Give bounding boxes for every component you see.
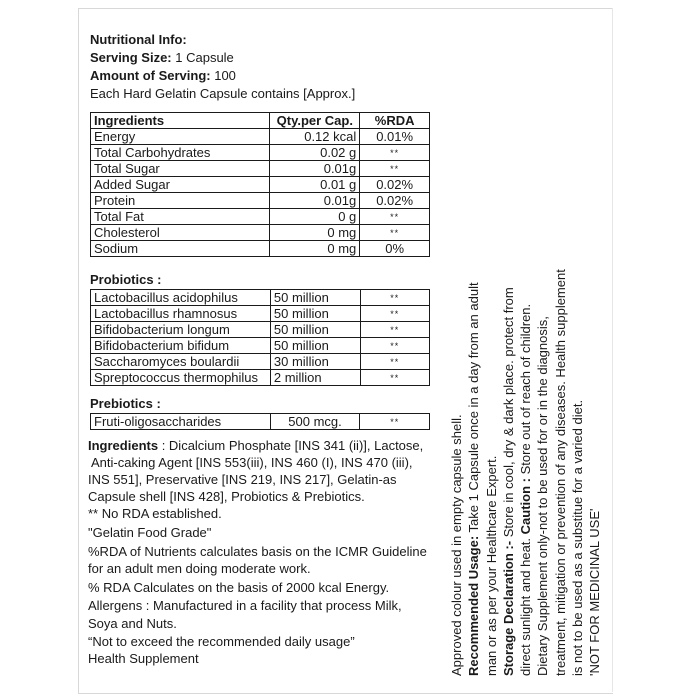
row-qty: 50 million bbox=[270, 338, 360, 354]
row-qty: 0 mg bbox=[270, 225, 360, 241]
row-rda: 0.02% bbox=[360, 177, 430, 193]
row-rda: 0.01% bbox=[360, 129, 430, 145]
row-name: Fruti-oligosaccharides bbox=[91, 414, 271, 430]
col-qty: Qty.per Cap. bbox=[270, 113, 360, 129]
ingredients-text: : Dicalcium Phosphate [INS 341 (ii)], Lactose, bbox=[158, 438, 424, 453]
nutrition-table-header bbox=[91, 113, 430, 129]
amount-label: Amount of Serving: bbox=[90, 68, 211, 83]
serving-size-label: Serving Size: bbox=[90, 50, 172, 65]
row-name: Total Fat bbox=[91, 209, 270, 225]
table-row bbox=[91, 177, 430, 193]
amount-of-serving bbox=[90, 67, 236, 84]
row-rda: ** bbox=[360, 290, 429, 306]
table-row bbox=[91, 209, 430, 225]
probiotics-title: Probiotics : bbox=[90, 272, 162, 287]
row-rda: ** bbox=[360, 414, 430, 430]
note-line: Health Supplement bbox=[88, 651, 199, 666]
row-rda: ** bbox=[360, 354, 429, 370]
row-qty: 0.01g bbox=[270, 161, 360, 177]
row-name: Energy bbox=[91, 129, 270, 145]
row-rda: 0% bbox=[360, 241, 430, 257]
ingredients-label: Ingredients bbox=[88, 438, 159, 453]
note-line: “Not to exceed the recommended daily usage” bbox=[88, 634, 355, 649]
usage-label: Recommended Usage: bbox=[466, 535, 482, 676]
row-qty: 50 million bbox=[270, 306, 360, 322]
row-name: Total Carbohydrates bbox=[91, 145, 270, 161]
row-rda: ** bbox=[360, 370, 429, 386]
side-line: Dietary Supplement only-not to be used for or in the diagnosis, bbox=[535, 316, 551, 676]
row-qty: 50 million bbox=[270, 290, 360, 306]
probiotics-table bbox=[90, 289, 430, 386]
side-line: 'NOT FOR MEDICINAL USE' bbox=[587, 508, 603, 676]
prebiotics-title: Prebiotics : bbox=[90, 396, 161, 411]
ingredients-paragraph bbox=[88, 437, 448, 667]
side-text: direct sunlight and heat. bbox=[518, 534, 534, 676]
storage-text: Store in cool, dry & dark place. protect from bbox=[500, 287, 516, 541]
ingredients-line bbox=[88, 437, 448, 454]
row-name: Saccharomyces boulardii bbox=[91, 354, 271, 370]
table-row bbox=[91, 193, 430, 209]
table-row bbox=[91, 241, 430, 257]
table-row bbox=[91, 129, 430, 145]
row-qty: 0.02 g bbox=[270, 145, 360, 161]
row-qty: 0.12 kcal bbox=[270, 129, 360, 145]
row-name: Total Sugar bbox=[91, 161, 270, 177]
row-qty: 30 million bbox=[270, 354, 360, 370]
row-qty: 0 mg bbox=[270, 241, 360, 257]
row-name: Cholesterol bbox=[91, 225, 270, 241]
serving-size-value: 1 Capsule bbox=[171, 50, 234, 65]
table-row bbox=[91, 370, 430, 386]
row-rda: ** bbox=[360, 338, 429, 354]
note-line: for an adult men doing moderate work. bbox=[88, 561, 311, 576]
side-line: Approved colour used in empty capsule shell. bbox=[449, 414, 464, 676]
capsule-contains: Each Hard Gelatin Capsule contains [Approx.] bbox=[90, 86, 356, 101]
usage-text: Take 1 Capsule once in a day from an adult bbox=[466, 282, 482, 536]
table-row bbox=[91, 338, 430, 354]
row-rda: ** bbox=[360, 225, 430, 241]
row-qty: 0 g bbox=[270, 209, 360, 225]
ingredients-line: Capsule shell [INS 428], Probiotics & Prebiotics. bbox=[88, 489, 365, 504]
row-rda: ** bbox=[360, 306, 429, 322]
row-name: Added Sugar bbox=[91, 177, 270, 193]
caution-label: Caution : bbox=[518, 478, 534, 535]
row-name: Lactobacillus acidophilus bbox=[91, 290, 271, 306]
row-rda: ** bbox=[360, 209, 430, 225]
note-line: "Gelatin Food Grade" bbox=[88, 525, 212, 540]
table-row bbox=[91, 354, 430, 370]
storage-label: Storage Declaration :- bbox=[500, 540, 516, 676]
prebiotics-table bbox=[90, 413, 430, 430]
row-qty: 50 million bbox=[270, 322, 360, 338]
nutrition-table bbox=[90, 112, 430, 257]
row-rda: 0.02% bbox=[360, 193, 430, 209]
row-qty: 0.01 g bbox=[270, 177, 360, 193]
side-line: is not to be used as a substitue for a varied diet. bbox=[570, 399, 586, 676]
row-rda: ** bbox=[360, 161, 430, 177]
side-line: man or as per your Healthcare Expert. bbox=[483, 455, 499, 676]
row-name: Spreptococcus thermophilus bbox=[91, 370, 271, 386]
ingredients-line: Anti-caking Agent [INS 553(iii), INS 460 (I), INS 470 (iii), bbox=[91, 455, 413, 470]
row-qty: 500 mcg. bbox=[270, 414, 360, 430]
label-frame-edge bbox=[612, 8, 613, 692]
row-name: Sodium bbox=[91, 241, 270, 257]
table-row bbox=[91, 161, 430, 177]
row-name: Protein bbox=[91, 193, 270, 209]
table-row bbox=[91, 322, 430, 338]
row-rda: ** bbox=[360, 322, 429, 338]
col-ingredients: Ingredients bbox=[91, 113, 270, 129]
col-rda: %RDA bbox=[360, 113, 430, 129]
note-line: % RDA Calculates on the basis of 2000 kcal Energy. bbox=[88, 580, 390, 595]
side-line bbox=[517, 246, 534, 676]
side-text: Store out of reach of children. bbox=[518, 303, 534, 479]
row-qty: 2 million bbox=[270, 370, 360, 386]
side-line bbox=[500, 246, 517, 676]
ingredients-line: INS 551], Preservative [INS 219, INS 217], Gelatin-as bbox=[88, 472, 397, 487]
table-row bbox=[91, 306, 430, 322]
table-row bbox=[91, 145, 430, 161]
row-name: Bifidobacterium bifidum bbox=[91, 338, 271, 354]
row-name: Lactobacillus rhamnosus bbox=[91, 306, 271, 322]
row-qty: 0.01g bbox=[270, 193, 360, 209]
usage-storage-panel bbox=[448, 246, 604, 676]
row-name: Bifidobacterium longum bbox=[91, 322, 271, 338]
note-line: %RDA of Nutrients calculates basis on the ICMR Guideline bbox=[88, 544, 427, 559]
nutritional-info-title: Nutritional Info: bbox=[90, 32, 187, 47]
table-row bbox=[91, 290, 430, 306]
note-line: ** No RDA established. bbox=[88, 506, 222, 521]
row-rda: ** bbox=[360, 145, 430, 161]
amount-value: 100 bbox=[210, 68, 236, 83]
side-line bbox=[465, 246, 482, 676]
side-line: treatment, mitigation or prevention of any diseases. Health supplement bbox=[552, 269, 568, 676]
note-line: Soya and Nuts. bbox=[88, 616, 177, 631]
table-row bbox=[91, 225, 430, 241]
table-row bbox=[91, 414, 430, 430]
note-line: Allergens : Manufactured in a facility that process Milk, bbox=[88, 598, 402, 613]
serving-size bbox=[90, 49, 234, 66]
